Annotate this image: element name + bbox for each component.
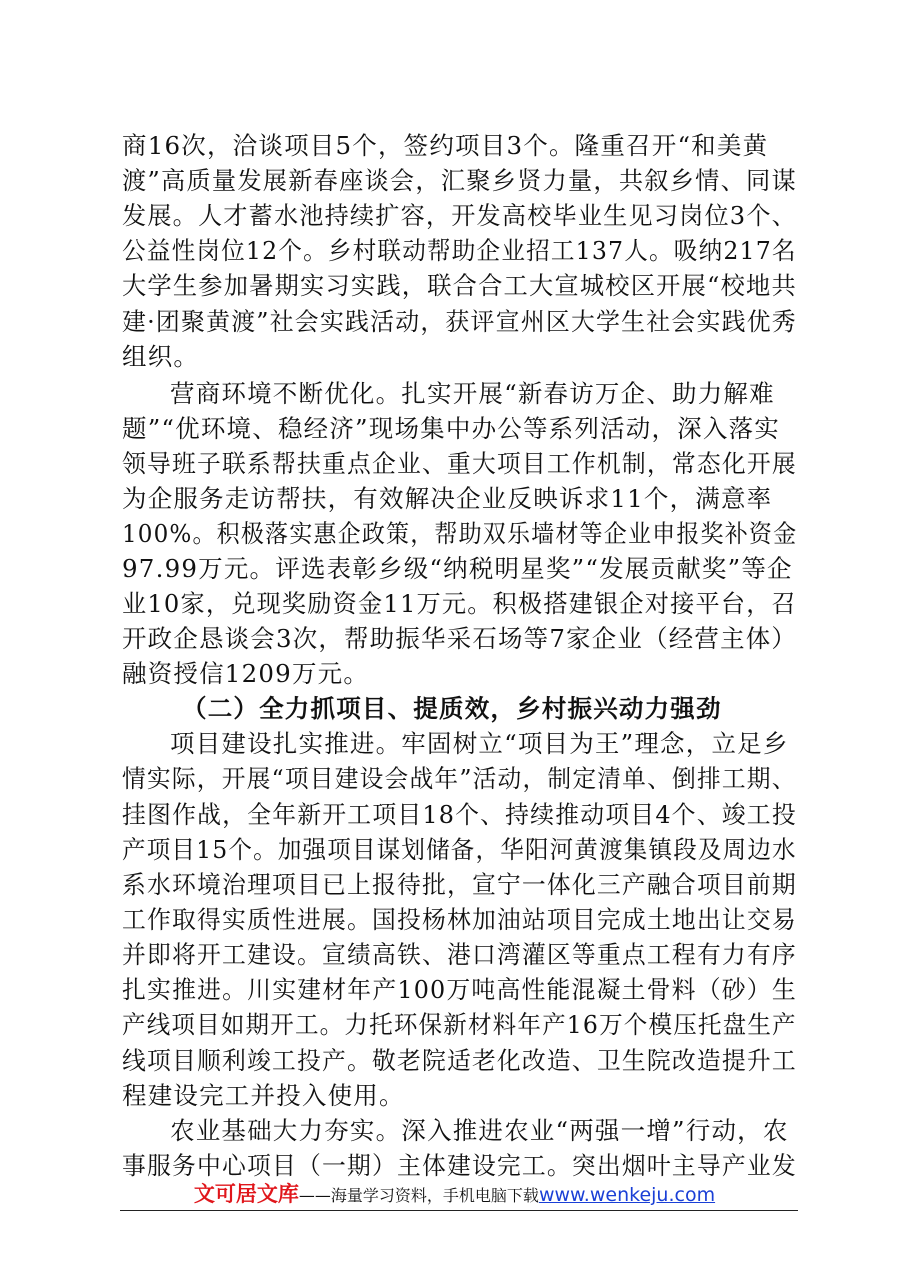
body-text-line: 情实际，开展“项目建设会战年”活动，制定清单、倒排工期、 xyxy=(122,764,797,793)
footer-url-link[interactable]: www.wenkeju.com xyxy=(538,1184,716,1206)
body-text-line: 并即将开工建设。宣绩高铁、港口湾灌区等重点工程有力有序 xyxy=(122,940,797,969)
body-text-line: 程建设完工并投入使用。 xyxy=(122,1081,405,1110)
body-text-line: 为企服务走访帮扶，有效解决企业反映诉求11个，满意率 xyxy=(122,484,773,513)
body-text-line: 100%。积极落实惠企政策，帮助双乐墙材等企业申报奖补资金 xyxy=(122,519,798,548)
body-text-line: 线项目顺利竣工投产。敬老院适老化改造、卫生院改造提升工 xyxy=(122,1046,797,1075)
body-text-line: 发展。人才蓄水池持续扩容，开发高校毕业生见习岗位3个、 xyxy=(122,201,797,230)
page-footer xyxy=(0,1178,909,1208)
body-text-line: 融资授信1209万元。 xyxy=(122,659,370,688)
body-text-line: 大学生参加暑期实习实践，联合合工大宣城校区开展“校地共 xyxy=(122,271,797,300)
footer-divider xyxy=(120,1210,798,1211)
body-text-line: 事服务中心项目（一期）主体建设完工。突出烟叶主导产业发 xyxy=(122,1151,797,1180)
body-text-line: 组织。 xyxy=(122,342,200,371)
body-text-line: 系水环境治理项目已上报待批，宣宁一体化三产融合项目前期 xyxy=(122,870,797,899)
footer-brand: 文可居文库 xyxy=(193,1182,299,1206)
body-text-line: 产线项目如期开工。力托环保新材料年产16万个模压托盘生产 xyxy=(122,1010,797,1039)
footer-slogan: ——海量学习资料，手机电脑下载 xyxy=(298,1186,539,1205)
body-text-line: 开政企恳谈会3次，帮助振华采石场等7家企业（经营主体） xyxy=(122,624,798,653)
body-text-line: 97.99万元。评选表彰乡级“纳税明星奖”“发展贡献奖”等企 xyxy=(122,554,793,583)
body-text-line: 渡”高质量发展新春座谈会，汇聚乡贤力量，共叙乡情、同谋 xyxy=(122,166,797,195)
body-text-line: 挂图作战，全年新开工项目18个、持续推动项目4个、竣工投 xyxy=(122,800,797,829)
body-text-line: 工作取得实质性进展。国投杨林加油站项目完成土地出让交易 xyxy=(122,905,797,934)
body-text-line: 产项目15个。加强项目谋划储备，华阳河黄渡集镇段及周边水 xyxy=(122,835,797,864)
body-text-line: 项目建设扎实推进。牢固树立“项目为王”理念，立足乡 xyxy=(170,729,789,758)
body-text-line: 公益性岗位12个。乡村联动帮助企业招工137人。吸纳217名 xyxy=(122,236,797,265)
body-text-line: 领导班子联系帮扶重点企业、重大项目工作机制，常态化开展 xyxy=(122,449,797,478)
body-text-line: 农业基础大力夯实。深入推进农业“两强一增”行动，农 xyxy=(170,1116,789,1145)
body-text-line: 商16次，洽谈项目5个，签约项目3个。隆重召开“和美黄 xyxy=(122,131,769,160)
body-text-line: 题”“优环境、稳经济”现场集中办公等系列活动，深入落实 xyxy=(122,414,780,443)
body-text-line: 营商环境不断优化。扎实开展“新春访万企、助力解难 xyxy=(170,379,775,408)
body-text-line: 建·团聚黄渡”社会实践活动，获评宣州区大学生社会实践优秀 xyxy=(122,307,797,336)
section-heading: （二）全力抓项目、提质效，乡村振兴动力强劲 xyxy=(182,694,722,723)
body-text-line: 业10家，兑现奖励资金11万元。积极搭建银企对接平台，召 xyxy=(122,589,797,618)
body-text-line: 扎实推进。川实建材年产100万吨高性能混凝土骨料（砂）生 xyxy=(122,975,797,1004)
